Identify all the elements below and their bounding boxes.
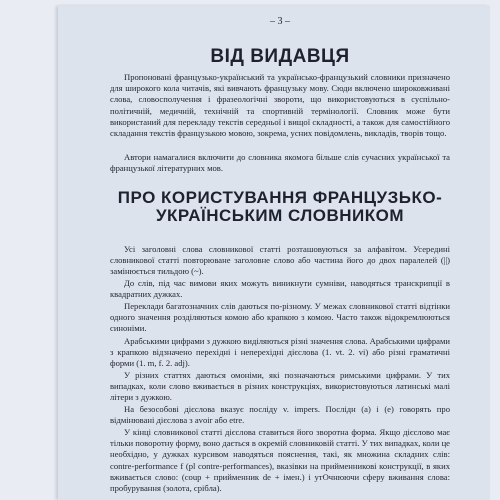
usage-paragraph-7: У кінці словникової статті дієслова ставиться його зворотна форма. Якщо дієслово має тільки поворотну форму, воно дається в окремій словниковій статті. У тих випадках, коли це необхідно, у дужках курсивом наводяться пояснення, такі, як множина складних слів: contre-performance f (pl contre-performances), вказівки на прийменникові конструкції, в яких вживається слово: (coup + прийменник de + імен.) і утОчнюючи сферу вживання слова: пробурування (золота, срібла). (110, 427, 450, 494)
book-page (58, 6, 490, 500)
usage-paragraph-5: У різних статтях даються омоніми, які позначаються римськими цифрами. У тих випадках, коли слово вживається в різних конструкціях, використовуються латинські малі літери з дужкою. (110, 370, 450, 403)
publisher-paragraph-1: Пропоновані французько-український та українсько-французький словники призначено для широкого кола читачів, які вивчають французьку мову. Сюди включено широковживані слова, словосполучення і фразеологічні звороти, що використовуються в суспільно-політичній, медичній, технічній та спортивній термінології. Словник може бути використаний для перекладу текстів середньої і вищої складності, а також для самостійного складання текстів французькою мовою, зокрема, усних повідомлень, викладів, творів тощо. (110, 72, 450, 139)
heading-usage: ПРО КОРИСТУВАННЯ ФРАНЦУЗЬКО-УКРАЇНСЬКИМ СЛОВНИКОМ (117, 188, 443, 225)
page-number: – 3 – (270, 16, 290, 27)
publisher-paragraph-2: Автори намагалися включити до словника якомога більше слів сучасних української та французької літературних мов. (110, 152, 450, 174)
usage-paragraph-6: На безособові дієслова вказує посліду v. impers. Послідн (a) і (e) говорять про відмінювані дієслова з avoir або etre. (110, 404, 450, 426)
usage-paragraph-2: До слів, під час вимови яких можуть виникнути сумніви, наводяться транскрипції в квадратних дужках. (110, 278, 450, 300)
usage-paragraph-1: Усі заголовні слова словникової статті розташовуються за алфавітом. Усередині словникової статті повторюване заголовне слово або частина його до двох паралелей (||) замінюється тильдою (~). (110, 244, 450, 277)
usage-paragraph-3: Переклади багатозначних слів даються по-різному. У межах словникової статті відтінки одного значення розділяються комою або крапкою з комою. Часто також відокремлюються синоніми. (110, 301, 450, 334)
usage-paragraph-4: Арабськими цифрами з дужкою виділяються різні значення слова. Арабськими цифрами з крапкою відзначено перехідні і неперехідні дієслова (1. vt. 2. vi) або різні граматичні форми (1. m, f. 2. adj). (110, 336, 450, 369)
heading-publisher: ВІД ВИДАВЦЯ (210, 46, 350, 67)
